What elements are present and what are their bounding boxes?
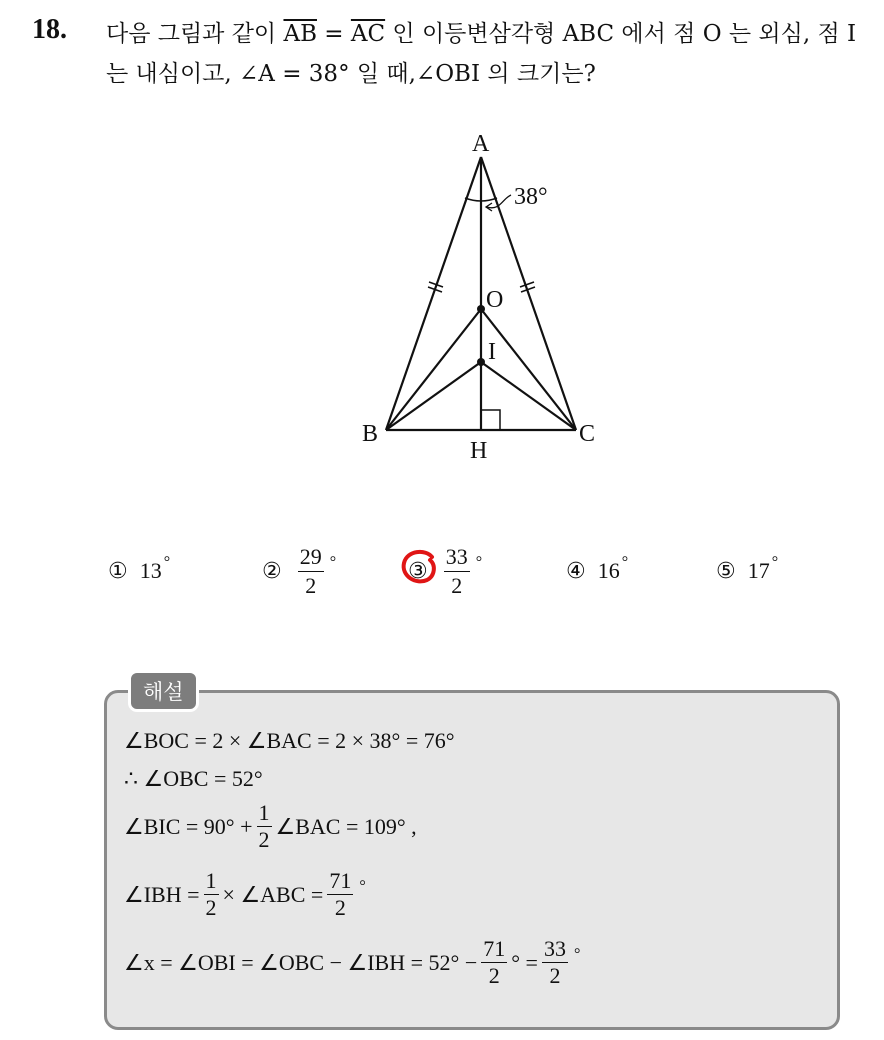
solution-line-4 bbox=[124, 868, 366, 921]
segment-co bbox=[481, 309, 576, 430]
choice-2-denominator: 2 bbox=[305, 572, 317, 598]
solution-line-3-start: ∠BIC = 90° + bbox=[124, 813, 253, 839]
choice-3-number-glyph: ③ bbox=[408, 558, 428, 584]
segment-ac: $\overline{AC}$ bbox=[350, 21, 386, 47]
solution-line-1: ∠BOC = 2 × ∠BAC = 2 × 38° = 76° bbox=[124, 728, 455, 753]
degree-sign: ° bbox=[163, 554, 171, 571]
degree-sign: ° bbox=[359, 877, 366, 895]
solution-line-5-middle: ° = bbox=[511, 949, 538, 975]
choice-4-number: ④ bbox=[566, 558, 586, 584]
solution-line-5 bbox=[124, 936, 580, 989]
angle-pointer bbox=[487, 195, 511, 208]
question-text bbox=[106, 14, 876, 94]
solution-tag: 해설 bbox=[128, 670, 199, 712]
label-c: C bbox=[579, 421, 596, 447]
degree-sign: ° bbox=[573, 945, 581, 963]
choice-3-fraction bbox=[444, 543, 470, 600]
label-a: A bbox=[472, 131, 490, 157]
label-b: B bbox=[362, 421, 379, 447]
choice-4-value: 16 bbox=[597, 558, 620, 583]
fraction-denominator: 2 bbox=[205, 895, 217, 920]
choice-1-number: ① bbox=[108, 558, 128, 584]
solution-line-5-fraction-1 bbox=[481, 936, 507, 989]
fraction-numerator: 33 bbox=[543, 936, 566, 961]
fraction-numerator: 71 bbox=[329, 868, 352, 893]
label-o: O bbox=[486, 287, 504, 313]
triangle-figure bbox=[350, 125, 620, 470]
segment-ab: $\overline{AB}$ bbox=[283, 21, 317, 47]
fraction-denominator: 2 bbox=[334, 895, 346, 920]
choice-4[interactable] bbox=[566, 536, 628, 606]
question-text-end: 인 이등변삼각형 ABC 에서 점 O 는 외심, 점 I 는 내심이고, ∠A = 38° 일 때,∠OBI 의 크기는? bbox=[106, 21, 857, 87]
label-angle: 38° bbox=[514, 184, 548, 210]
solution-line-5-fraction-2 bbox=[542, 936, 568, 989]
question-number: 18. bbox=[32, 14, 67, 45]
choice-3-number bbox=[408, 559, 428, 584]
choice-2-numerator: 29 bbox=[298, 543, 324, 572]
choice-5-number: ⑤ bbox=[716, 558, 736, 584]
choice-1[interactable] bbox=[108, 536, 170, 606]
fraction-denominator: 2 bbox=[488, 963, 500, 988]
question-text-start: 다음 그림과 같이 bbox=[106, 21, 284, 47]
point-i bbox=[477, 358, 485, 366]
solution-line-4-fraction-2 bbox=[327, 868, 353, 921]
solution-line-3-fraction bbox=[257, 800, 272, 853]
point-o bbox=[477, 305, 485, 313]
choice-3[interactable] bbox=[408, 536, 482, 606]
degree-sign: ° bbox=[475, 554, 483, 571]
fraction-numerator: 1 bbox=[205, 868, 217, 893]
degree-sign: ° bbox=[329, 554, 337, 571]
choice-3-numerator: 33 bbox=[444, 543, 470, 572]
choice-1-value: 13 bbox=[139, 558, 162, 583]
choice-5-value: 17 bbox=[747, 558, 770, 583]
label-h: H bbox=[470, 438, 488, 464]
solution-line-2: ∴ ∠OBC = 52° bbox=[124, 766, 263, 791]
solution-line-3-end: ∠BAC = 109° , bbox=[275, 813, 417, 839]
solution-line-4-middle: × ∠ABC = bbox=[222, 881, 324, 907]
choice-2-fraction bbox=[298, 543, 324, 600]
solution-line-4-start: ∠IBH = bbox=[124, 881, 200, 907]
label-i: I bbox=[488, 339, 496, 365]
choice-2[interactable] bbox=[262, 536, 336, 606]
fraction-denominator: 2 bbox=[258, 827, 270, 852]
degree-sign: ° bbox=[621, 554, 629, 571]
answer-choices bbox=[108, 536, 828, 606]
solution-line-3 bbox=[124, 800, 417, 853]
degree-sign: ° bbox=[771, 554, 779, 571]
segment-bo bbox=[386, 309, 481, 430]
choice-3-denominator: 2 bbox=[451, 572, 463, 598]
choice-5[interactable] bbox=[716, 536, 778, 606]
solution-line-5-start: ∠x = ∠OBI = ∠OBC − ∠IBH = 52° − bbox=[124, 949, 478, 975]
fraction-numerator: 1 bbox=[258, 800, 270, 825]
equals-sign: = bbox=[316, 21, 351, 47]
segment-bi bbox=[386, 362, 481, 430]
fraction-numerator: 71 bbox=[483, 936, 506, 961]
right-angle-mark bbox=[481, 410, 500, 430]
choice-2-number: ② bbox=[262, 558, 282, 584]
solution-line-4-fraction-1 bbox=[204, 868, 219, 921]
segment-ci bbox=[481, 362, 576, 430]
fraction-denominator: 2 bbox=[549, 963, 561, 988]
